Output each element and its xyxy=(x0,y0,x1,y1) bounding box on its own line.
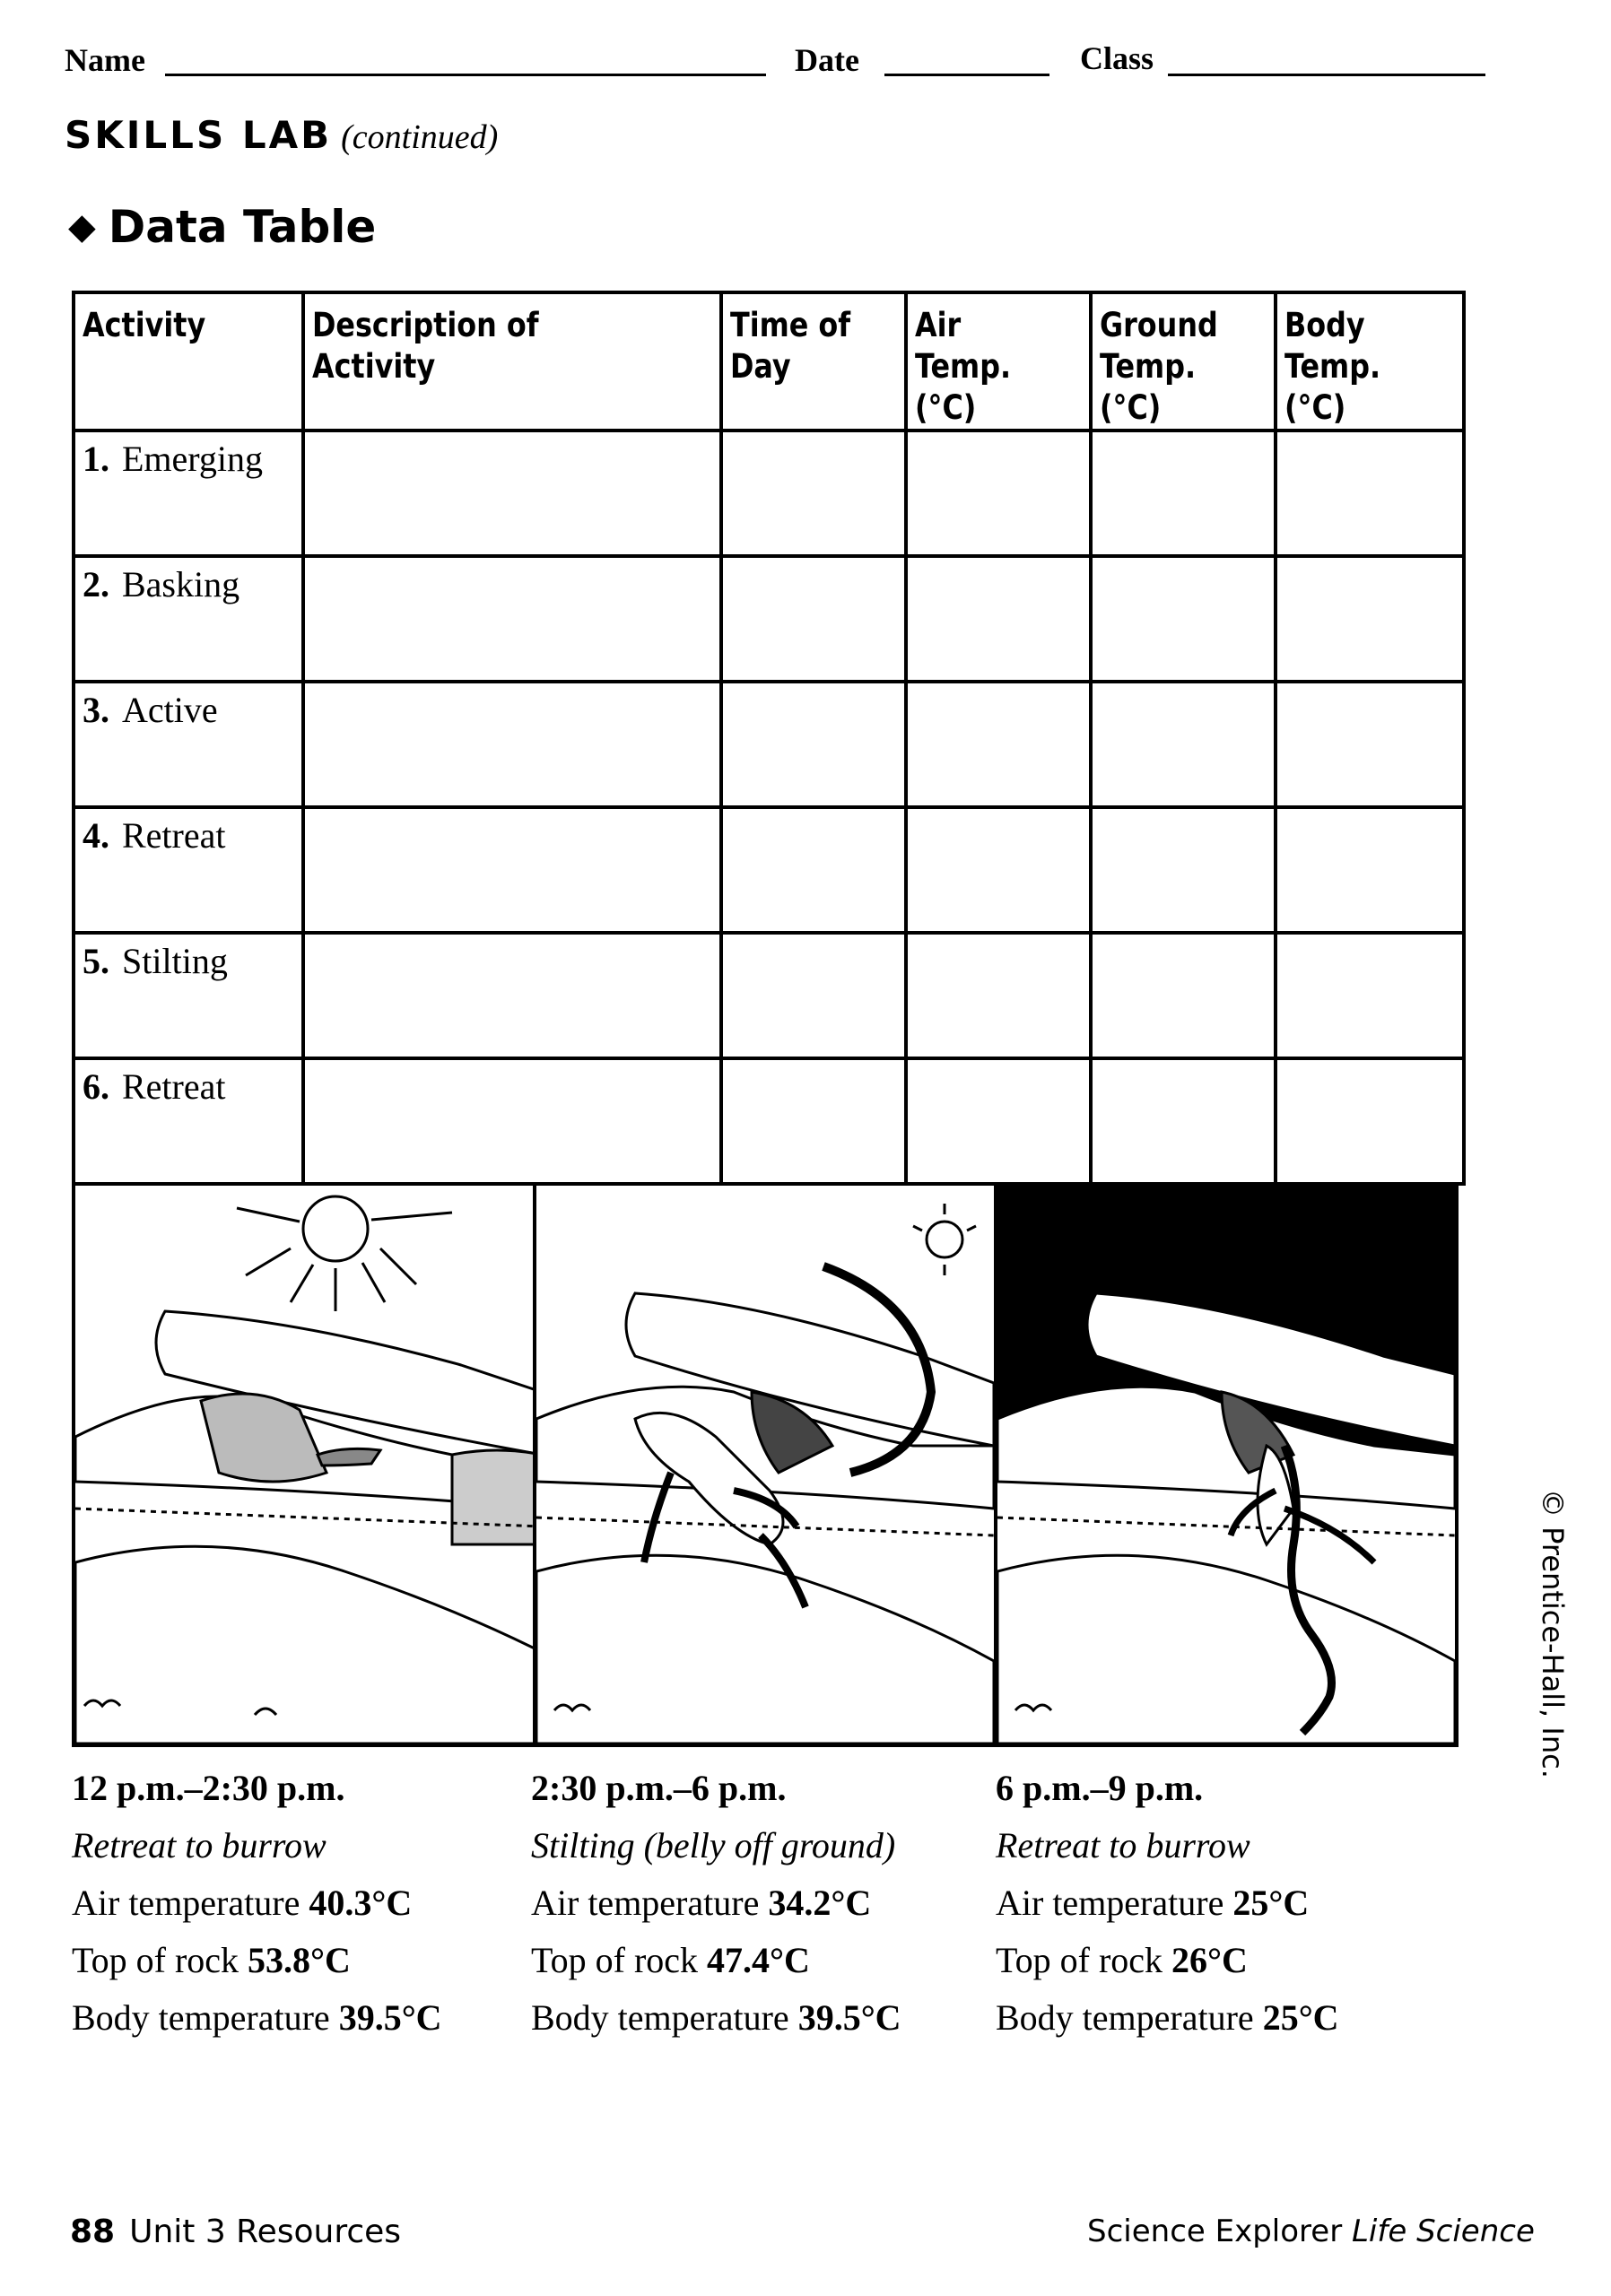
time-cell[interactable] xyxy=(721,807,906,933)
body-temp-cell[interactable] xyxy=(1276,556,1464,682)
footer-right xyxy=(1087,2213,1535,2249)
panel-afternoon xyxy=(536,1186,997,1744)
air-temp-cell[interactable] xyxy=(906,1058,1091,1184)
noon-scene-drawing xyxy=(75,1186,533,1744)
lizard-illustration xyxy=(72,1182,1459,1747)
activity-cell xyxy=(74,430,303,556)
description-cell[interactable] xyxy=(303,933,721,1058)
ground-temp-cell[interactable] xyxy=(1091,556,1276,682)
page-number: 88 xyxy=(70,2213,116,2250)
body-temp-cell[interactable] xyxy=(1276,1058,1464,1184)
observation-1-rock: Top of rock 53.8°C xyxy=(72,1940,351,1980)
sun-icon xyxy=(927,1222,962,1257)
observation-3-time: 6 p.m.–9 p.m. xyxy=(996,1768,1204,1808)
observation-2 xyxy=(531,1760,997,2047)
table-row xyxy=(74,556,1464,682)
header-description: Description of Activity xyxy=(303,292,721,430)
date-label: Date xyxy=(795,42,859,78)
afternoon-scene-drawing xyxy=(536,1186,994,1744)
activity-number: 4. xyxy=(83,815,109,856)
evening-scene-drawing xyxy=(997,1186,1455,1744)
air-temp-cell[interactable] xyxy=(906,682,1091,807)
air-temp-cell[interactable] xyxy=(906,933,1091,1058)
time-cell[interactable] xyxy=(721,556,906,682)
lab-subtitle: (continued) xyxy=(341,118,499,156)
observation-3-rock: Top of rock 26°C xyxy=(996,1940,1248,1980)
ground-temp-cell[interactable] xyxy=(1091,933,1276,1058)
activity-cell xyxy=(74,807,303,933)
air-temp-cell[interactable] xyxy=(906,807,1091,933)
activity-number: 2. xyxy=(83,564,109,604)
observation-3-body: Body temperature 25°C xyxy=(996,1997,1339,2038)
header-time: Time of Day xyxy=(721,292,906,430)
activity-name: Emerging xyxy=(122,439,264,479)
ground-temp-cell[interactable] xyxy=(1091,682,1276,807)
activity-number: 1. xyxy=(83,439,109,479)
ground-temp-cell[interactable] xyxy=(1091,430,1276,556)
observation-2-air: Air temperature 34.2°C xyxy=(531,1883,872,1923)
activity-number: 6. xyxy=(83,1066,109,1107)
description-cell[interactable] xyxy=(303,430,721,556)
footer-left xyxy=(70,2213,401,2250)
observation-2-activity: Stilting (belly off ground) xyxy=(531,1825,896,1866)
date-field[interactable] xyxy=(884,74,1049,76)
observation-1-air: Air temperature 40.3°C xyxy=(72,1883,413,1923)
diamond-icon: ◆ xyxy=(68,206,96,248)
panel-evening xyxy=(997,1186,1455,1744)
ground-temp-cell[interactable] xyxy=(1091,807,1276,933)
activity-name: Retreat xyxy=(122,1066,226,1107)
lab-title-text: SKILLS LAB xyxy=(65,113,333,157)
description-cell[interactable] xyxy=(303,1058,721,1184)
observation-1 xyxy=(72,1760,538,2047)
description-cell[interactable] xyxy=(303,556,721,682)
activity-name: Active xyxy=(122,690,218,730)
copyright-notice: © Prentice-Hall, Inc. xyxy=(1536,1489,1570,1779)
data-table-heading xyxy=(68,201,376,253)
unit-label: Unit 3 Resources xyxy=(129,2213,402,2250)
header-ground-temp: Ground Temp.(°C) xyxy=(1091,292,1276,430)
activity-cell xyxy=(74,1058,303,1184)
table-row xyxy=(74,1058,1464,1184)
activity-name: Basking xyxy=(122,564,240,604)
time-cell[interactable] xyxy=(721,1058,906,1184)
air-temp-cell[interactable] xyxy=(906,430,1091,556)
observation-2-body: Body temperature 39.5°C xyxy=(531,1997,901,2038)
activity-name: Retreat xyxy=(122,815,226,856)
table-row xyxy=(74,933,1464,1058)
activity-cell xyxy=(74,682,303,807)
observation-3-air: Air temperature 25°C xyxy=(996,1883,1310,1923)
observation-2-time: 2:30 p.m.–6 p.m. xyxy=(531,1768,787,1808)
header-air-temp: Air Temp. (°C) xyxy=(906,292,1091,430)
sun-icon xyxy=(303,1196,368,1261)
name-field[interactable] xyxy=(165,74,766,76)
header-activity: Activity xyxy=(74,292,303,430)
panel-noon xyxy=(75,1186,536,1744)
name-label: Name xyxy=(65,42,145,78)
description-cell[interactable] xyxy=(303,682,721,807)
observation-3-activity: Retreat to burrow xyxy=(996,1825,1250,1866)
observation-1-body: Body temperature 39.5°C xyxy=(72,1997,442,2038)
time-cell[interactable] xyxy=(721,430,906,556)
activity-cell xyxy=(74,556,303,682)
observation-1-time: 12 p.m.–2:30 p.m. xyxy=(72,1768,345,1808)
header-body-temp: Body Temp. (°C) xyxy=(1276,292,1464,430)
book-subtitle: Life Science xyxy=(1351,2213,1535,2249)
activity-number: 5. xyxy=(83,941,109,981)
activity-cell xyxy=(74,933,303,1058)
lab-title xyxy=(65,113,498,157)
body-temp-cell[interactable] xyxy=(1276,933,1464,1058)
data-table-title: Data Table xyxy=(108,201,377,253)
body-temp-cell[interactable] xyxy=(1276,807,1464,933)
table-row xyxy=(74,807,1464,933)
class-field[interactable] xyxy=(1168,74,1485,76)
book-title: Science Explorer xyxy=(1087,2213,1343,2249)
air-temp-cell[interactable] xyxy=(906,556,1091,682)
observation-2-rock: Top of rock 47.4°C xyxy=(531,1940,810,1980)
time-cell[interactable] xyxy=(721,933,906,1058)
body-temp-cell[interactable] xyxy=(1276,430,1464,556)
table-header-row xyxy=(74,292,1464,430)
description-cell[interactable] xyxy=(303,807,721,933)
observation-1-activity: Retreat to burrow xyxy=(72,1825,327,1866)
time-cell[interactable] xyxy=(721,682,906,807)
observation-3 xyxy=(996,1760,1462,2047)
data-table xyxy=(72,291,1466,1186)
class-label: Class xyxy=(1080,40,1154,76)
table-row xyxy=(74,682,1464,807)
activity-number: 3. xyxy=(83,690,109,730)
activity-name: Stilting xyxy=(122,941,228,981)
table-row xyxy=(74,430,1464,556)
body-temp-cell[interactable] xyxy=(1276,682,1464,807)
ground-temp-cell[interactable] xyxy=(1091,1058,1276,1184)
